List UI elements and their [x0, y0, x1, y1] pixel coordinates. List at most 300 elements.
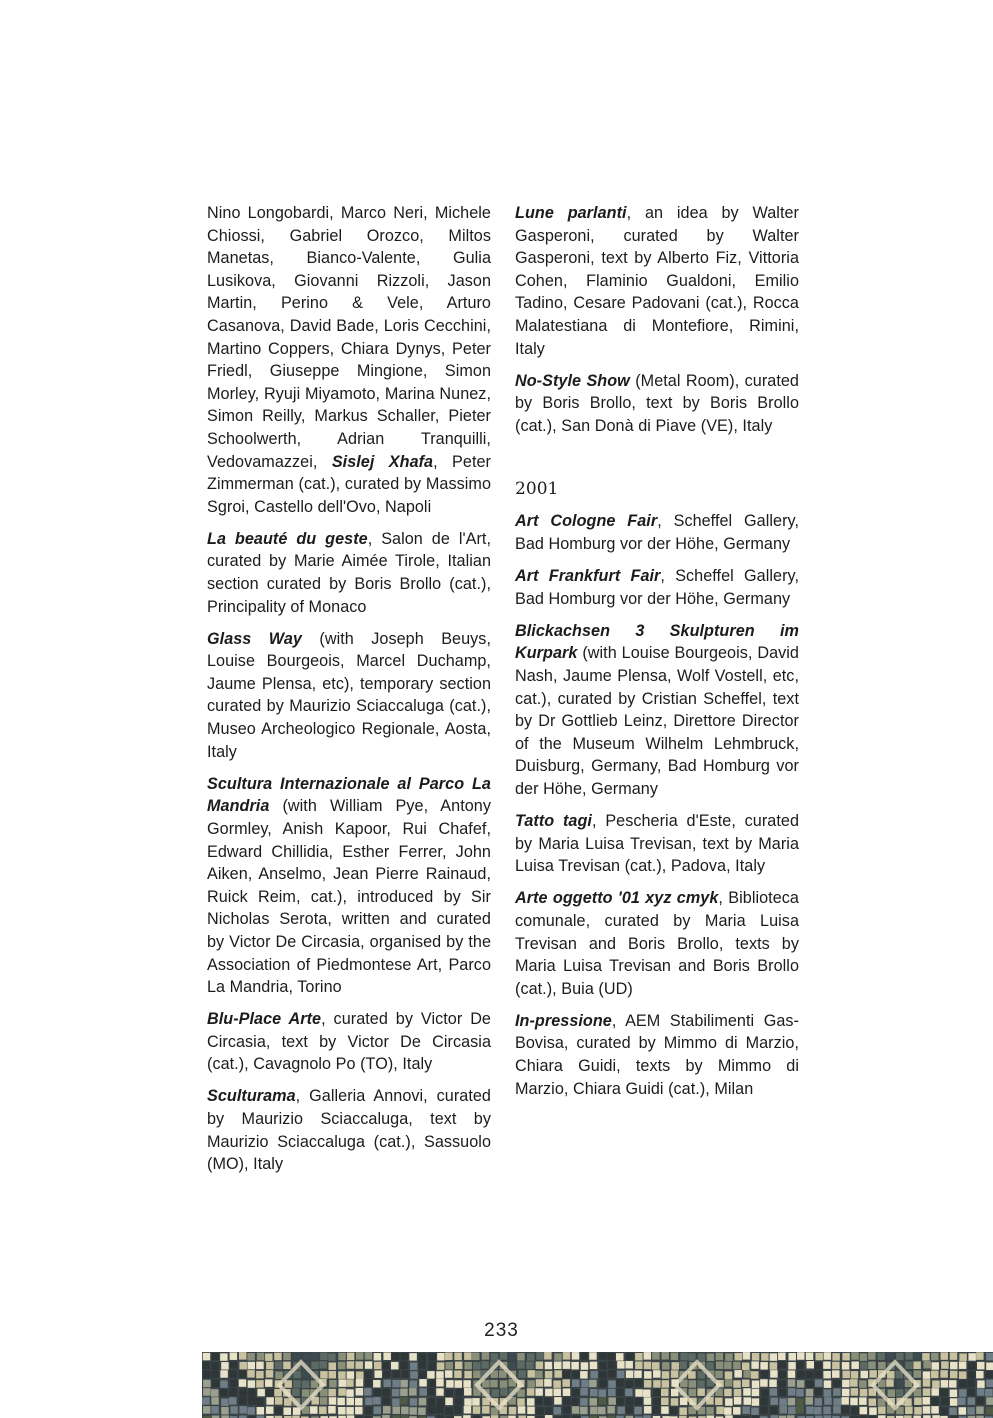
mosaic-tile — [743, 1388, 751, 1396]
mosaic-tile — [203, 1353, 211, 1361]
mosaic-tile — [356, 1371, 364, 1379]
mosaic-tile — [454, 1406, 462, 1414]
mosaic-tile — [211, 1362, 219, 1370]
mosaic-tile — [572, 1379, 580, 1387]
mosaic-tile — [220, 1389, 228, 1397]
exhibition-title: Art Cologne Fair — [515, 512, 658, 531]
mosaic-tile — [544, 1398, 552, 1406]
mosaic-tile — [977, 1362, 985, 1370]
exhibition-title: Blu-Place Arte — [207, 1010, 322, 1029]
mosaic-tile — [374, 1362, 382, 1370]
mosaic-tile — [409, 1407, 417, 1415]
mosaic-tile — [887, 1389, 895, 1397]
mosaic-tile — [275, 1371, 283, 1379]
mosaic-tile — [320, 1389, 328, 1397]
mosaic-tile — [679, 1407, 687, 1415]
mosaic-tile — [400, 1361, 408, 1369]
mosaic-tile — [266, 1397, 274, 1405]
mosaic-tile — [203, 1380, 211, 1388]
mosaic-tile — [527, 1407, 535, 1415]
mosaic-tile — [967, 1389, 975, 1397]
right-column-entries-2001 — [515, 510, 799, 1100]
mosaic-tile — [680, 1353, 688, 1361]
mosaic-tile — [256, 1380, 264, 1388]
mosaic-tile — [724, 1362, 732, 1370]
mosaic-tile — [635, 1379, 643, 1387]
mosaic-tile — [527, 1398, 535, 1406]
mosaic-tile — [625, 1361, 633, 1369]
mosaic-tile — [473, 1362, 481, 1370]
mosaic-tile — [643, 1389, 651, 1397]
mosaic-tile — [464, 1371, 472, 1379]
mosaic-tile — [661, 1352, 669, 1360]
mosaic-tile — [454, 1353, 462, 1361]
mosaic-tile — [338, 1353, 346, 1361]
mosaic-tile — [464, 1398, 472, 1406]
mosaic-tile — [662, 1362, 670, 1370]
mosaic-tile — [644, 1362, 652, 1370]
mosaic-tile — [968, 1362, 976, 1370]
mosaic-tile — [959, 1407, 967, 1415]
mosaic-tile — [761, 1353, 769, 1361]
left-column — [207, 202, 491, 1185]
mosaic-tile — [931, 1398, 939, 1406]
mosaic-tile — [563, 1406, 571, 1414]
mosaic-tile — [265, 1379, 272, 1387]
mosaic-tile — [563, 1388, 571, 1396]
mosaic-tile — [833, 1388, 841, 1396]
mosaic-tile — [734, 1353, 742, 1361]
mosaic-tile — [742, 1406, 750, 1414]
mosaic-tile — [554, 1370, 562, 1378]
mosaic-tile — [779, 1398, 787, 1406]
mosaic-tile — [967, 1380, 975, 1388]
mosaic-tile — [518, 1406, 526, 1414]
mosaic-tile — [329, 1380, 337, 1388]
mosaic-tile — [508, 1362, 516, 1370]
mosaic-tile — [725, 1398, 733, 1406]
mosaic-tile — [941, 1352, 949, 1360]
mosaic-tile — [976, 1352, 984, 1360]
mosaic-tile — [590, 1398, 598, 1406]
mosaic-tile — [923, 1406, 931, 1414]
mosaic-tile — [580, 1352, 588, 1360]
mosaic-tile — [329, 1362, 337, 1370]
mosaic-tile — [599, 1397, 607, 1405]
mosaic-tile — [724, 1389, 732, 1397]
mosaic-tile — [841, 1397, 849, 1405]
mosaic-tile — [986, 1353, 993, 1361]
mosaic-tile — [805, 1397, 813, 1405]
mosaic-tile — [364, 1371, 372, 1379]
mosaic-tile — [608, 1370, 616, 1378]
mosaic-tile — [436, 1388, 444, 1396]
mosaic-tile — [302, 1380, 310, 1388]
mosaic-tile — [392, 1353, 400, 1361]
mosaic-tile — [814, 1388, 822, 1396]
mosaic-tile — [554, 1362, 562, 1370]
mosaic-tile — [248, 1380, 256, 1388]
mosaic-tile — [536, 1361, 544, 1369]
mosaic-tile — [950, 1398, 958, 1406]
mosaic-tile — [581, 1380, 589, 1388]
mosaic-tile — [410, 1380, 418, 1388]
mosaic-tile — [293, 1371, 301, 1379]
mosaic-tile — [203, 1371, 211, 1379]
mosaic-tile — [500, 1388, 508, 1396]
mosaic-tile — [410, 1398, 418, 1406]
mosaic-tile — [310, 1406, 318, 1414]
mosaic-tile — [968, 1397, 976, 1405]
mosaic-tile — [689, 1389, 697, 1397]
mosaic-tile — [230, 1406, 238, 1414]
mosaic-tile — [563, 1361, 571, 1369]
mosaic-tile — [905, 1406, 913, 1414]
mosaic-tile — [778, 1353, 786, 1361]
mosaic-tile — [608, 1380, 616, 1388]
mosaic-tile — [779, 1406, 787, 1414]
mosaic-tile — [392, 1389, 400, 1397]
mosaic-tile — [716, 1362, 724, 1370]
mosaic-tile — [580, 1407, 588, 1415]
mosaic-tile — [437, 1362, 445, 1370]
mosaic-tile — [931, 1362, 939, 1370]
mosaic-tile — [725, 1379, 733, 1387]
exhibition-details: Nino Longobardi, Marco Neri, Michele Chiossi, Gabriel Orozco, Miltos Manetas, Bianco-Valente, Gulia Lusikova, Giovanni Rizzoli, Jason Martin, Perino & Vele, Arturo Casanova, David Bade, Loris Cecchini, Martino Coppers, Chiara Dynys, Peter Friedl, Giuseppe Mingione, Simon Morley, Ryuji Miyamoto, Marina Nunez, Simon Reilly, Markus Schaller, Pieter Schoolwerth, Adrian Tranquilli, Vedovamazzei, — [207, 204, 491, 471]
mosaic-tile — [365, 1361, 373, 1369]
mosaic-tile — [760, 1362, 768, 1370]
mosaic-tile — [914, 1397, 922, 1405]
mosaic-tile — [842, 1371, 850, 1379]
mosaic-tile — [427, 1388, 435, 1396]
mosaic-tile — [734, 1389, 742, 1397]
mosaic-tile — [580, 1388, 588, 1396]
mosaic-tile — [239, 1379, 247, 1387]
mosaic-tile — [428, 1353, 436, 1361]
exhibition-entry — [207, 628, 491, 764]
mosaic-tile — [562, 1379, 570, 1387]
mosaic-tile — [284, 1380, 292, 1388]
mosaic-tile — [806, 1361, 814, 1369]
mosaic-tile — [302, 1389, 310, 1397]
mosaic-tile — [437, 1398, 445, 1406]
mosaic-tile — [455, 1380, 463, 1388]
mosaic-tile — [590, 1362, 598, 1370]
mosaic-tile — [905, 1362, 913, 1370]
mosaic-tile — [239, 1362, 247, 1370]
mosaic-tile — [517, 1398, 525, 1406]
mosaic-tile — [599, 1389, 607, 1397]
mosaic-tile — [563, 1371, 571, 1379]
mosaic-tile — [509, 1352, 516, 1360]
mosaic-tile — [797, 1371, 805, 1379]
mosaic-tile — [626, 1370, 634, 1378]
mosaic-tile — [940, 1389, 948, 1397]
mosaic-tile — [725, 1353, 733, 1361]
mosaic-tile — [572, 1352, 580, 1360]
mosaic-tile — [760, 1398, 768, 1406]
mosaic-tile — [500, 1380, 508, 1388]
mosaic-tile — [328, 1389, 336, 1397]
mosaic-tile — [941, 1398, 949, 1406]
mosaic-tile — [806, 1371, 814, 1379]
mosaic-tile — [229, 1388, 237, 1396]
mosaic-tile — [320, 1397, 328, 1405]
mosaic-tile — [392, 1380, 400, 1388]
mosaic-tile — [256, 1398, 264, 1406]
mosaic-tile — [247, 1370, 255, 1378]
mosaic-tile — [977, 1380, 985, 1388]
mosaic-tile — [356, 1388, 364, 1396]
mosaic-tile — [850, 1398, 858, 1406]
mosaic-tile — [967, 1407, 975, 1415]
mosaic-tile — [608, 1389, 616, 1397]
mosaic-tile — [950, 1362, 958, 1370]
mosaic-tile — [211, 1389, 219, 1397]
mosaic-tile — [806, 1352, 814, 1360]
mosaic-tile — [266, 1389, 274, 1397]
mosaic-tile — [653, 1380, 661, 1388]
mosaic-tile — [409, 1388, 417, 1396]
mosaic-tile — [644, 1371, 652, 1379]
mosaic-tile — [734, 1370, 742, 1378]
exhibition-title: Sculturama — [207, 1087, 296, 1106]
mosaic-tile — [472, 1353, 480, 1361]
mosaic-tile — [517, 1361, 525, 1369]
mosaic-tile — [202, 1362, 210, 1370]
mosaic-tile — [698, 1353, 706, 1361]
mosaic-tile — [302, 1353, 310, 1361]
mosaic-tile — [545, 1362, 553, 1370]
mosaic-tile — [877, 1353, 885, 1361]
mosaic-tile — [760, 1406, 768, 1414]
mosaic-tile — [599, 1380, 607, 1388]
mosaic-tile — [959, 1361, 967, 1369]
mosaic-tile — [401, 1370, 409, 1378]
mosaic-tile — [949, 1380, 957, 1388]
mosaic-tile — [815, 1353, 823, 1361]
mosaic-tile — [653, 1370, 661, 1378]
mosaic-tile — [265, 1353, 273, 1361]
mosaic-tile — [347, 1371, 355, 1379]
mosaic-tile — [247, 1353, 255, 1361]
mosaic-tile — [931, 1406, 939, 1414]
mosaic-tile — [284, 1407, 292, 1415]
exhibition-title: Arte oggetto '01 xyz cmyk — [515, 889, 719, 908]
mosaic-tile — [328, 1406, 336, 1414]
mosaic-tile — [230, 1361, 238, 1369]
mosaic-tile — [932, 1380, 940, 1388]
mosaic-tile — [652, 1362, 660, 1370]
mosaic-tile — [373, 1380, 381, 1388]
mosaic-tile — [248, 1389, 256, 1397]
mosaic-tile — [878, 1362, 886, 1370]
mosaic-tile — [859, 1380, 867, 1388]
mosaic-tile — [734, 1397, 742, 1405]
exhibition-details: , curated by Victor De Circasia, text by Victor De Circasia (cat.), Cavagnolo Po (TO), Italy — [207, 1010, 491, 1074]
mosaic-tile — [445, 1398, 453, 1406]
mosaic-tile — [355, 1361, 363, 1369]
mosaic-tile — [796, 1406, 804, 1414]
exhibition-entry — [515, 1010, 799, 1100]
mosaic-tile — [950, 1371, 958, 1379]
mosaic-tile — [275, 1397, 283, 1405]
mosaic-tile — [544, 1352, 552, 1360]
mosaic-tile — [760, 1379, 768, 1387]
mosaic-tile — [572, 1371, 580, 1379]
mosaic-tile — [788, 1353, 796, 1361]
mosaic-tile — [634, 1407, 642, 1415]
mosaic-tile — [554, 1397, 562, 1405]
mosaic-tile — [824, 1397, 832, 1405]
mosaic-tile — [536, 1379, 544, 1387]
mosaic-tile — [374, 1389, 382, 1397]
mosaic-tile — [464, 1362, 472, 1370]
mosaic-tile — [518, 1370, 526, 1378]
mosaic-tile — [239, 1397, 247, 1405]
mosaic-tile — [878, 1406, 886, 1414]
mosaic-tile — [815, 1379, 823, 1387]
mosaic-tile — [913, 1353, 921, 1361]
mosaic-tile — [743, 1397, 751, 1405]
mosaic-tile — [796, 1389, 804, 1397]
mosaic-tile — [445, 1407, 453, 1415]
mosaic-tile — [221, 1407, 229, 1415]
mosaic-tile — [752, 1353, 760, 1361]
mosaic-tile — [608, 1361, 616, 1369]
mosaic-tile — [796, 1398, 804, 1406]
mosaic-tile — [283, 1353, 291, 1361]
mosaic-tile — [346, 1379, 354, 1387]
exhibition-entry — [515, 887, 799, 1000]
mosaic-tile — [572, 1389, 580, 1397]
mosaic-tile — [644, 1397, 652, 1405]
mosaic-tile — [517, 1353, 525, 1361]
mosaic-tile — [248, 1362, 256, 1370]
mosaic-tile — [743, 1352, 751, 1360]
mosaic-tile — [635, 1389, 643, 1397]
mosaic-tile — [626, 1406, 634, 1414]
mosaic-tile — [923, 1379, 931, 1387]
mosaic-tile — [239, 1406, 247, 1414]
mosaic-tile — [598, 1407, 606, 1415]
mosaic-tile — [832, 1353, 840, 1361]
mosaic-tile — [419, 1379, 427, 1387]
mosaic-tile — [896, 1353, 904, 1361]
mosaic-tile — [473, 1371, 481, 1379]
exhibition-title: Glass Way — [207, 629, 302, 648]
mosaic-tile — [418, 1361, 426, 1369]
mosaic-tile — [472, 1398, 480, 1406]
mosaic-tile — [446, 1380, 454, 1388]
mosaic-tile — [851, 1371, 859, 1379]
mosaic-tile — [725, 1371, 733, 1379]
mosaic-tile — [464, 1388, 472, 1396]
mosaic-tile — [382, 1362, 390, 1370]
mosaic-tile — [545, 1371, 553, 1379]
mosaic-tile — [463, 1380, 471, 1388]
mosaic-tile — [356, 1352, 364, 1360]
page-number: 233 — [484, 1320, 519, 1341]
mosaic-tile — [842, 1353, 850, 1361]
mosaic-pattern — [202, 1352, 993, 1418]
mosaic-tile — [212, 1380, 220, 1388]
mosaic-tile — [931, 1371, 939, 1379]
mosaic-tile — [832, 1362, 840, 1370]
mosaic-tile — [940, 1370, 948, 1378]
mosaic-tile — [607, 1353, 615, 1361]
mosaic-tile — [418, 1353, 426, 1361]
mosaic-tile — [464, 1352, 472, 1360]
mosaic-tile — [662, 1371, 670, 1379]
mosaic-tile — [427, 1371, 435, 1379]
mosaic-tile — [788, 1362, 796, 1370]
mosaic-tile — [410, 1371, 418, 1379]
mosaic-tile — [364, 1388, 372, 1396]
mosaic-tile — [274, 1353, 282, 1361]
mosaic-tile — [644, 1406, 652, 1414]
exhibition-title: Lune parlanti — [515, 204, 627, 222]
mosaic-tile — [959, 1389, 967, 1397]
exhibition-entry — [207, 773, 491, 999]
mosaic-tile — [824, 1389, 832, 1397]
mosaic-tile — [527, 1353, 535, 1361]
mosaic-tile — [661, 1389, 669, 1397]
mosaic-tile — [572, 1406, 580, 1414]
mosaic-tile — [239, 1370, 247, 1378]
mosaic-tile — [670, 1407, 678, 1415]
mosaic-tile — [626, 1398, 634, 1406]
mosaic-tile — [428, 1398, 436, 1406]
exhibition-title: No-Style Show — [515, 371, 630, 390]
mosaic-tile — [374, 1353, 382, 1361]
mosaic-tile — [707, 1353, 715, 1361]
exhibition-details: , Galleria Annovi, curated by Maurizio Sciaccaluga, text by Maurizio Sciaccaluga (cat.), Sassuolo (MO), Italy — [207, 1087, 491, 1174]
mosaic-tile — [958, 1397, 966, 1405]
mosaic-tile — [203, 1406, 211, 1414]
mosaic-tile — [697, 1388, 705, 1396]
mosaic-tile — [617, 1361, 625, 1369]
mosaic-tile — [886, 1352, 894, 1360]
mosaic-tile — [553, 1380, 561, 1388]
mosaic-tile — [859, 1397, 867, 1405]
mosaic-tile — [806, 1389, 814, 1397]
mosaic-tile — [220, 1370, 228, 1378]
mosaic-tile — [428, 1406, 436, 1414]
mosaic-tile — [770, 1370, 778, 1378]
mosaic-tile — [797, 1380, 805, 1388]
mosaic-tile — [778, 1361, 786, 1369]
mosaic-tile — [644, 1380, 652, 1388]
mosaic-tile — [527, 1380, 535, 1388]
mosaic-tile — [553, 1389, 561, 1397]
mosaic-tile — [931, 1388, 939, 1396]
mosaic-tile — [851, 1352, 859, 1360]
mosaic-tile — [742, 1380, 750, 1388]
mosaic-tile — [985, 1371, 993, 1379]
mosaic-tile — [914, 1370, 922, 1378]
mosaic-tile — [625, 1389, 633, 1397]
mosaic-tile — [616, 1353, 624, 1361]
mosaic-tile — [382, 1397, 390, 1405]
mosaic-tile — [968, 1353, 976, 1361]
mosaic-tile — [833, 1398, 841, 1406]
mosaic-tile — [256, 1362, 264, 1370]
mosaic-tile — [328, 1353, 336, 1361]
mosaic-tile — [922, 1397, 930, 1405]
exhibition-title: Scultura Internazionale al Parco La Mandria — [207, 774, 491, 816]
mosaic-tile — [527, 1370, 535, 1378]
